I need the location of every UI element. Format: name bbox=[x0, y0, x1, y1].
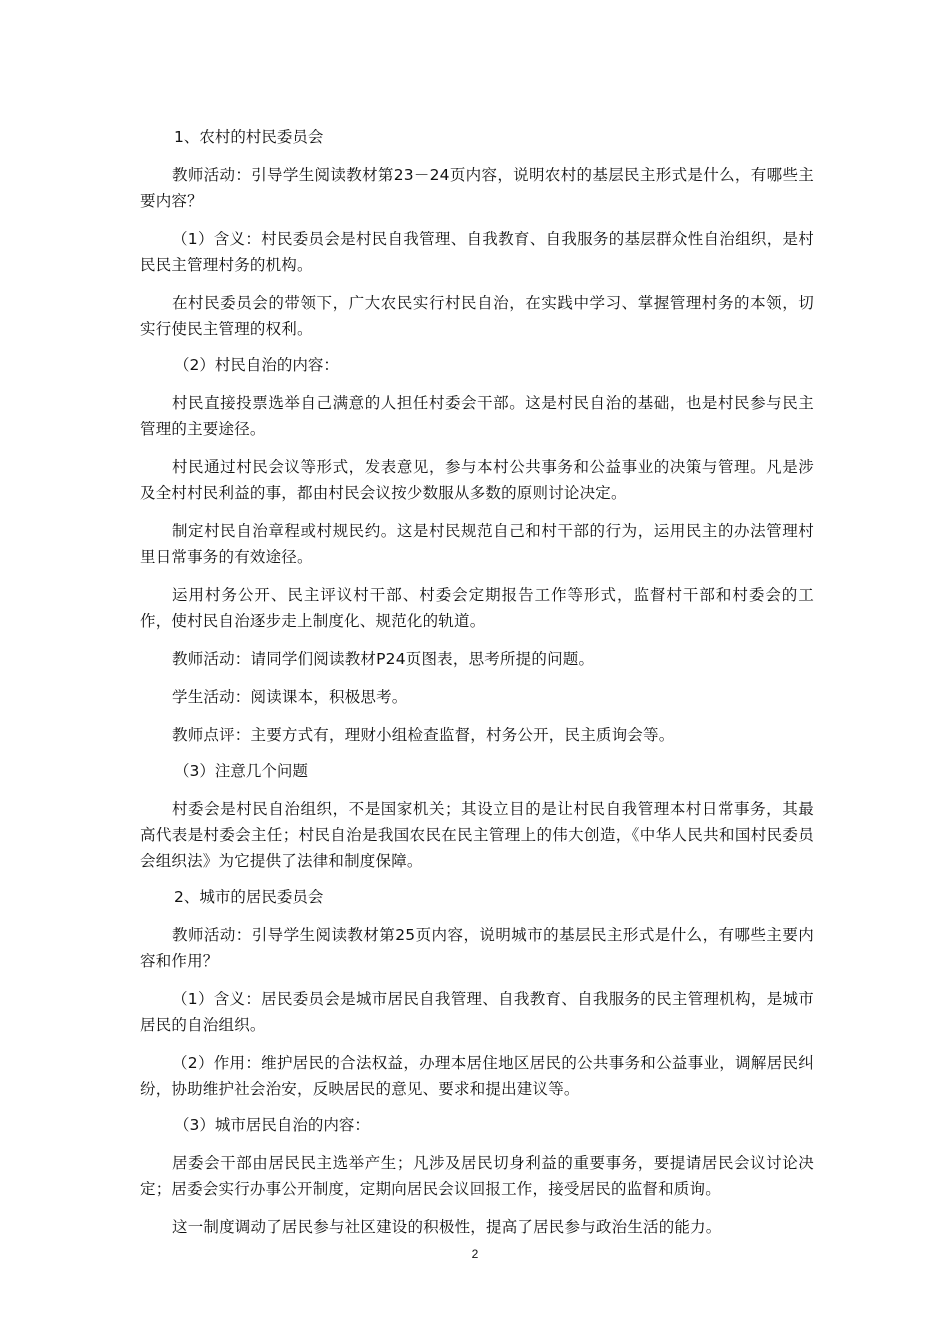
subheading-village-autonomy-content: （2）村民自治的内容： bbox=[174, 356, 339, 374]
paragraph-teacher-comment: 教师点评：主要方式有，理财小组检查监督，村务公开，民主质询会等。 bbox=[172, 726, 675, 744]
paragraph-teacher-activity-3: 教师活动：引导学生阅读教材第25页内容，说明城市的基层民主形式是什么，有哪些主要内容和作用？ bbox=[140, 926, 814, 970]
paragraph-resident-committee-role: （2）作用：维护居民的合法权益，办理本居住地区居民的公共事务和公益事业，调解居民纠纷，协助维护社会治安，反映居民的意见、要求和提出建议等。 bbox=[140, 1054, 814, 1098]
subheading-urban-autonomy-content: （3）城市居民自治的内容： bbox=[174, 1116, 370, 1134]
section-heading-rural-committee: 1、农村的村民委员会 bbox=[174, 128, 324, 146]
paragraph-resident-committee-definition: （1）含义：居民委员会是城市居民自我管理、自我教育、自我服务的民主管理机构，是城市居民的自治组织。 bbox=[140, 990, 814, 1034]
subheading-notes: （3）注意几个问题 bbox=[174, 762, 308, 780]
paragraph-village-meeting: 村民通过村民会议等形式，发表意见，参与本村公共事务和公益事业的决策与管理。凡是涉及全村村民利益的事，都由村民会议按少数服从多数的原则讨论决定。 bbox=[140, 458, 814, 502]
document-body bbox=[140, 126, 814, 1252]
page-number: 2 bbox=[471, 1247, 479, 1261]
paragraph-teacher-activity-2: 教师活动：请同学们阅读教材P24页图表，思考所提的问题。 bbox=[172, 650, 595, 668]
paragraph-village-affairs-openness: 运用村务公开、民主评议村干部、村委会定期报告工作等形式，监督村干部和村委会的工作，使村民自治逐步走上制度化、规范化的轨道。 bbox=[140, 586, 814, 630]
paragraph-teacher-activity-1: 教师活动：引导学生阅读教材第23－24页内容，说明农村的基层民主形式是什么，有哪些主要内容？ bbox=[140, 166, 814, 210]
paragraph-urban-autonomy-details: 居委会干部由居民民主选举产生；凡涉及居民切身利益的重要事务，要提请居民会议讨论决定；居委会实行办事公开制度，定期向居民会议回报工作，接受居民的监督和质询。 bbox=[140, 1154, 814, 1198]
section-heading-urban-committee: 2、城市的居民委员会 bbox=[174, 888, 324, 906]
paragraph-notes-content: 村委会是村民自治组织，不是国家机关；其设立目的是让村民自我管理本村日常事务，其最高代表是村委会主任；村民自治是我国农民在民主管理上的伟大创造，《中华人民共和国村民委员会组织法》为它提供了法律和制度保障。 bbox=[140, 800, 814, 870]
paragraph-village-rules: 制定村民自治章程或村规民约。这是村民规范自己和村干部的行为，运用民主的办法管理村里日常事务的有效途径。 bbox=[140, 522, 814, 566]
paragraph-village-autonomy-practice: 在村民委员会的带领下，广大农民实行村民自治，在实践中学习、掌握管理村务的本领，切实行使民主管理的权利。 bbox=[140, 294, 814, 338]
paragraph-system-significance: 这一制度调动了居民参与社区建设的积极性，提高了居民参与政治生活的能力。 bbox=[172, 1218, 722, 1236]
paragraph-direct-election: 村民直接投票选举自己满意的人担任村委会干部。这是村民自治的基础，也是村民参与民主管理的主要途径。 bbox=[140, 394, 814, 438]
paragraph-student-activity: 学生活动：阅读课本，积极思考。 bbox=[172, 688, 408, 706]
paragraph-village-committee-definition: （1）含义：村民委员会是村民自我管理、自我教育、自我服务的基层群众性自治组织，是村民民主管理村务的机构。 bbox=[140, 230, 814, 274]
